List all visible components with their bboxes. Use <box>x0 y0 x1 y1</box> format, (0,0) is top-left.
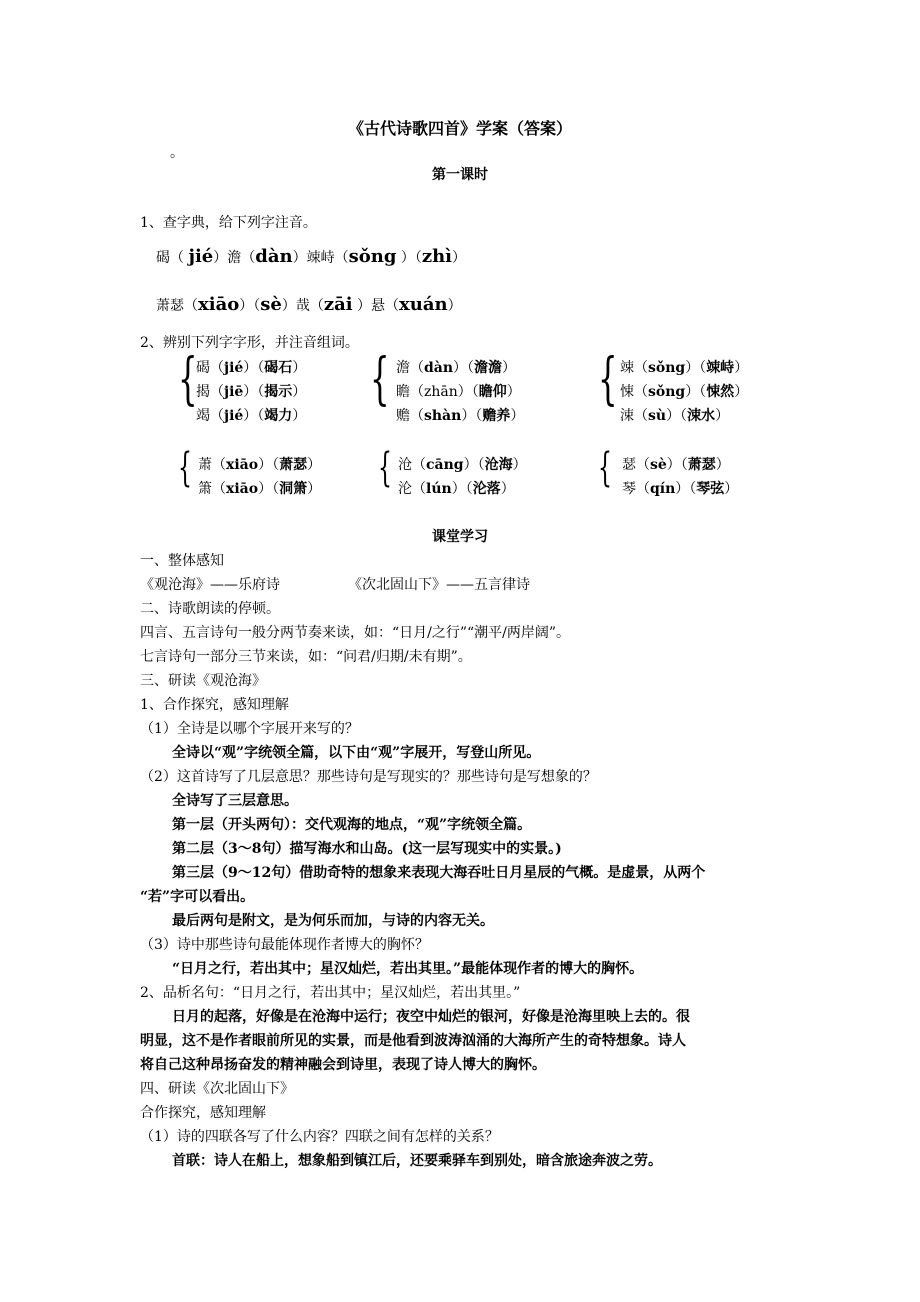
pinyin-answer: dàn <box>255 246 293 267</box>
glyph-word: 赡养 <box>482 408 511 424</box>
pinyin-char: ）（ <box>239 298 261 314</box>
glyph-sep: ）（ <box>258 481 280 497</box>
glyph-sep: ）（ <box>666 408 688 424</box>
glyph-line <box>622 478 738 498</box>
glyph-sep: ） <box>506 384 521 400</box>
glyph-sep: ） <box>500 481 515 497</box>
stray-mark: 。 <box>170 145 184 161</box>
section-4: 四、研读《次北固山下》 <box>140 1081 294 1097</box>
glyph-word: 瞻仰 <box>478 384 507 400</box>
brace-icon: { <box>178 445 192 491</box>
glyph-sep: ）（ <box>243 360 265 376</box>
question: （1）全诗是以哪个字展开来写的？ <box>140 721 359 737</box>
glyph-char: 沦（ <box>398 481 426 497</box>
glyph-word: 悚然 <box>706 384 735 400</box>
question: （2）这首诗写了几层意思？那些诗句是写现实的？那些诗句是写想象的？ <box>140 769 597 785</box>
pinyin-char: ）哉（ <box>281 298 324 314</box>
question: （1）诗的四联各写了什么内容？四联之间有怎样的关系？ <box>140 1129 499 1145</box>
glyph-sep: ）（ <box>685 360 707 376</box>
text-line: 四言、五言诗句一般分两节奏来读，如：“日月/之行”“潮平/两岸阔”。 <box>140 625 571 641</box>
answer: 第三层（9～12句）借助奇特的想象来表现大海吞吐日月星辰的气概。是虚景，从两个 <box>172 865 706 881</box>
glyph-pinyin: jié <box>224 360 244 376</box>
glyph-sep: ） <box>292 384 307 400</box>
glyph-sep: ） <box>292 360 307 376</box>
glyph-sep: ） <box>307 481 322 497</box>
subsection: 1、合作探究，感知理解 <box>140 697 289 713</box>
pinyin-answer: sǒng <box>348 246 397 267</box>
glyph-sep: ）（ <box>675 481 697 497</box>
glyph-pinyin: zhān <box>424 384 458 400</box>
glyph-sep: ） <box>724 481 739 497</box>
glyph-sep: ）（ <box>453 360 475 376</box>
glyph-line <box>196 357 306 377</box>
glyph-sep: ）（ <box>685 384 707 400</box>
pinyin-char: ）悬（ <box>357 298 400 314</box>
glyph-char: 碣（ <box>196 360 224 376</box>
glyph-sep: ）（ <box>451 481 473 497</box>
answer: 第二层（3～8句）描写海水和山岛。(这一层写现实中的实景。) <box>172 841 562 857</box>
glyph-pinyin: sǒng <box>648 384 686 400</box>
pinyin-char: 碣（ <box>156 250 184 266</box>
pinyin-char: ） <box>447 298 462 314</box>
glyph-sep: ） <box>307 457 322 473</box>
glyph-sep: ）（ <box>463 457 485 473</box>
answer: 明显，这不是作者眼前所见的实景，而是他看到波涛汹涌的大海所产生的奇特想象。诗人 <box>140 1033 686 1049</box>
glyph-line <box>620 357 748 377</box>
subsection: 2、品析名句：“日月之行，若出其中；星汉灿烂，若出其里。” <box>140 985 521 1001</box>
glyph-sep: ）（ <box>243 408 265 424</box>
pinyin-char: ）（ <box>400 250 422 266</box>
section-2: 二、诗歌朗读的停顿。 <box>140 601 280 617</box>
glyph-line <box>396 405 524 425</box>
glyph-word: 洞箫 <box>279 481 308 497</box>
glyph-char: 瞻（ <box>396 384 424 400</box>
glyph-char: 萧（ <box>198 457 226 473</box>
answer: “日月之行，若出其中；星汉灿烂，若出其里。”最能体现作者的博大的胸怀。 <box>172 961 644 977</box>
glyph-char: 赡（ <box>396 408 424 424</box>
glyph-sep: ） <box>510 408 525 424</box>
glyph-line <box>198 478 321 498</box>
glyph-line <box>396 381 521 401</box>
pinyin-char: 澹（ <box>227 250 256 266</box>
glyph-pinyin: jiē <box>224 384 244 400</box>
glyph-pinyin: xiāo <box>226 481 259 497</box>
glyph-pinyin: dàn <box>424 360 454 376</box>
glyph-char: 竦（ <box>620 360 648 376</box>
glyph-sep: ） <box>715 408 730 424</box>
answer: 日月的起落，好像是在沧海中运行；夜空中灿烂的银河，好像是沧海里映上去的。很 <box>172 1009 690 1025</box>
glyph-word: 碣石 <box>264 360 293 376</box>
brace-icon: { <box>598 347 618 412</box>
subsection: 合作探究，感知理解 <box>140 1105 266 1121</box>
glyph-char: 箫（ <box>198 481 226 497</box>
glyph-sep: ） <box>502 360 517 376</box>
glyph-pinyin: shàn <box>424 408 462 424</box>
pinyin-char: ） <box>213 250 228 266</box>
glyph-pinyin: sù <box>648 408 667 424</box>
text-line: 七言诗句一部分三节来读，如：“问君/归期/未有期”。 <box>140 649 472 665</box>
glyph-char: 沧（ <box>398 457 426 473</box>
question-2: 2、辨别下列字字形，并注音组词。 <box>140 335 359 351</box>
glyph-word: 萧瑟 <box>687 457 716 473</box>
pinyin-row-2 <box>156 294 462 315</box>
glyph-pinyin: sè <box>650 457 667 473</box>
glyph-line <box>620 381 748 401</box>
pinyin-char: ） <box>292 250 307 266</box>
glyph-pinyin: sǒng <box>648 360 686 376</box>
glyph-char: 瑟（ <box>622 457 650 473</box>
section-1: 一、整体感知 <box>140 553 224 569</box>
glyph-word: 竭力 <box>264 408 293 424</box>
pinyin-answer: xiāo <box>198 294 240 315</box>
glyph-line <box>198 454 321 474</box>
question: （3）诗中那些诗句最能体现作者博大的胸怀？ <box>140 937 429 953</box>
brace-icon: { <box>178 347 198 412</box>
glyph-sep: ）（ <box>243 384 265 400</box>
genre-line-a: 《观沧海》——乐府诗 <box>140 577 280 593</box>
glyph-sep: ） <box>734 384 749 400</box>
glyph-word: 揭示 <box>264 384 293 400</box>
glyph-pinyin: xiāo <box>226 457 259 473</box>
answer: 首联：诗人在船上，想象船到镇江后，还要乘驿车到别处，暗含旅途奔波之劳。 <box>172 1153 662 1169</box>
glyph-line <box>620 405 729 425</box>
glyph-word: 琴弦 <box>696 481 725 497</box>
answer: 将自己这种昂扬奋发的精神融会到诗里，表现了诗人博大的胸怀。 <box>140 1057 546 1073</box>
glyph-sep: ）（ <box>666 457 688 473</box>
glyph-line <box>398 478 515 498</box>
pinyin-row-1 <box>156 246 466 267</box>
page-title: 《古代诗歌四首》学案（答案） <box>347 119 572 138</box>
glyph-word: 涑水 <box>687 408 716 424</box>
glyph-sep: ）（ <box>258 457 280 473</box>
pinyin-answer: zāi <box>323 294 353 315</box>
glyph-line <box>196 381 306 401</box>
glyph-char: 揭（ <box>196 384 224 400</box>
glyph-line <box>396 357 516 377</box>
pinyin-answer: zhì <box>421 246 453 267</box>
genre-line-b: 《次北固山下》——五言律诗 <box>348 577 530 593</box>
glyph-line <box>622 454 730 474</box>
glyph-char: 悚（ <box>620 384 648 400</box>
glyph-char: 琴（ <box>622 481 650 497</box>
pinyin-char: 竦峙（ <box>306 250 349 266</box>
brace-icon: { <box>378 445 392 491</box>
pinyin-answer: jié <box>188 246 214 267</box>
section-3: 三、研读《观沧海》 <box>140 673 266 689</box>
glyph-char: 涑（ <box>620 408 648 424</box>
pinyin-char: 萧瑟（ <box>156 298 198 314</box>
glyph-pinyin: qín <box>650 481 676 497</box>
glyph-sep: ）（ <box>461 408 483 424</box>
glyph-pinyin: lún <box>426 481 452 497</box>
answer: “若”字可以看出。 <box>140 889 255 905</box>
glyph-word: 澹澹 <box>474 360 503 376</box>
glyph-line <box>196 405 306 425</box>
glyph-pinyin: jié <box>224 408 244 424</box>
glyph-word: 沦落 <box>472 481 501 497</box>
answer: 第一层（开头两句）：交代观海的地点，“观”字统领全篇。 <box>172 817 532 833</box>
answer: 全诗写了三层意思。 <box>172 793 298 809</box>
glyph-char: 澹（ <box>396 360 424 376</box>
glyph-word: 竦峙 <box>706 360 735 376</box>
brace-icon: { <box>370 347 390 412</box>
glyph-char: 竭（ <box>196 408 224 424</box>
glyph-sep: ） <box>512 457 527 473</box>
glyph-sep: ）（ <box>457 384 479 400</box>
glyph-sep: ） <box>734 360 749 376</box>
lesson-heading: 第一课时 <box>432 167 488 183</box>
glyph-line <box>398 454 527 474</box>
glyph-pinyin: cāng <box>426 457 464 473</box>
pinyin-answer: sè <box>260 294 282 315</box>
pinyin-answer: xuán <box>399 294 448 315</box>
pinyin-char: ） <box>452 250 467 266</box>
glyph-sep: ） <box>715 457 730 473</box>
glyph-word: 沧海 <box>484 457 513 473</box>
section-heading: 课堂学习 <box>432 529 488 545</box>
answer: 最后两句是附文，是为何乐而加，与诗的内容无关。 <box>172 913 494 929</box>
glyph-sep: ） <box>292 408 307 424</box>
answer: 全诗以“观”字统领全篇，以下由“观”字展开，写登山所见。 <box>172 745 541 761</box>
brace-icon: { <box>598 445 612 491</box>
glyph-word: 萧瑟 <box>279 457 308 473</box>
question-1: 1、查字典，给下列字注音。 <box>140 215 317 231</box>
